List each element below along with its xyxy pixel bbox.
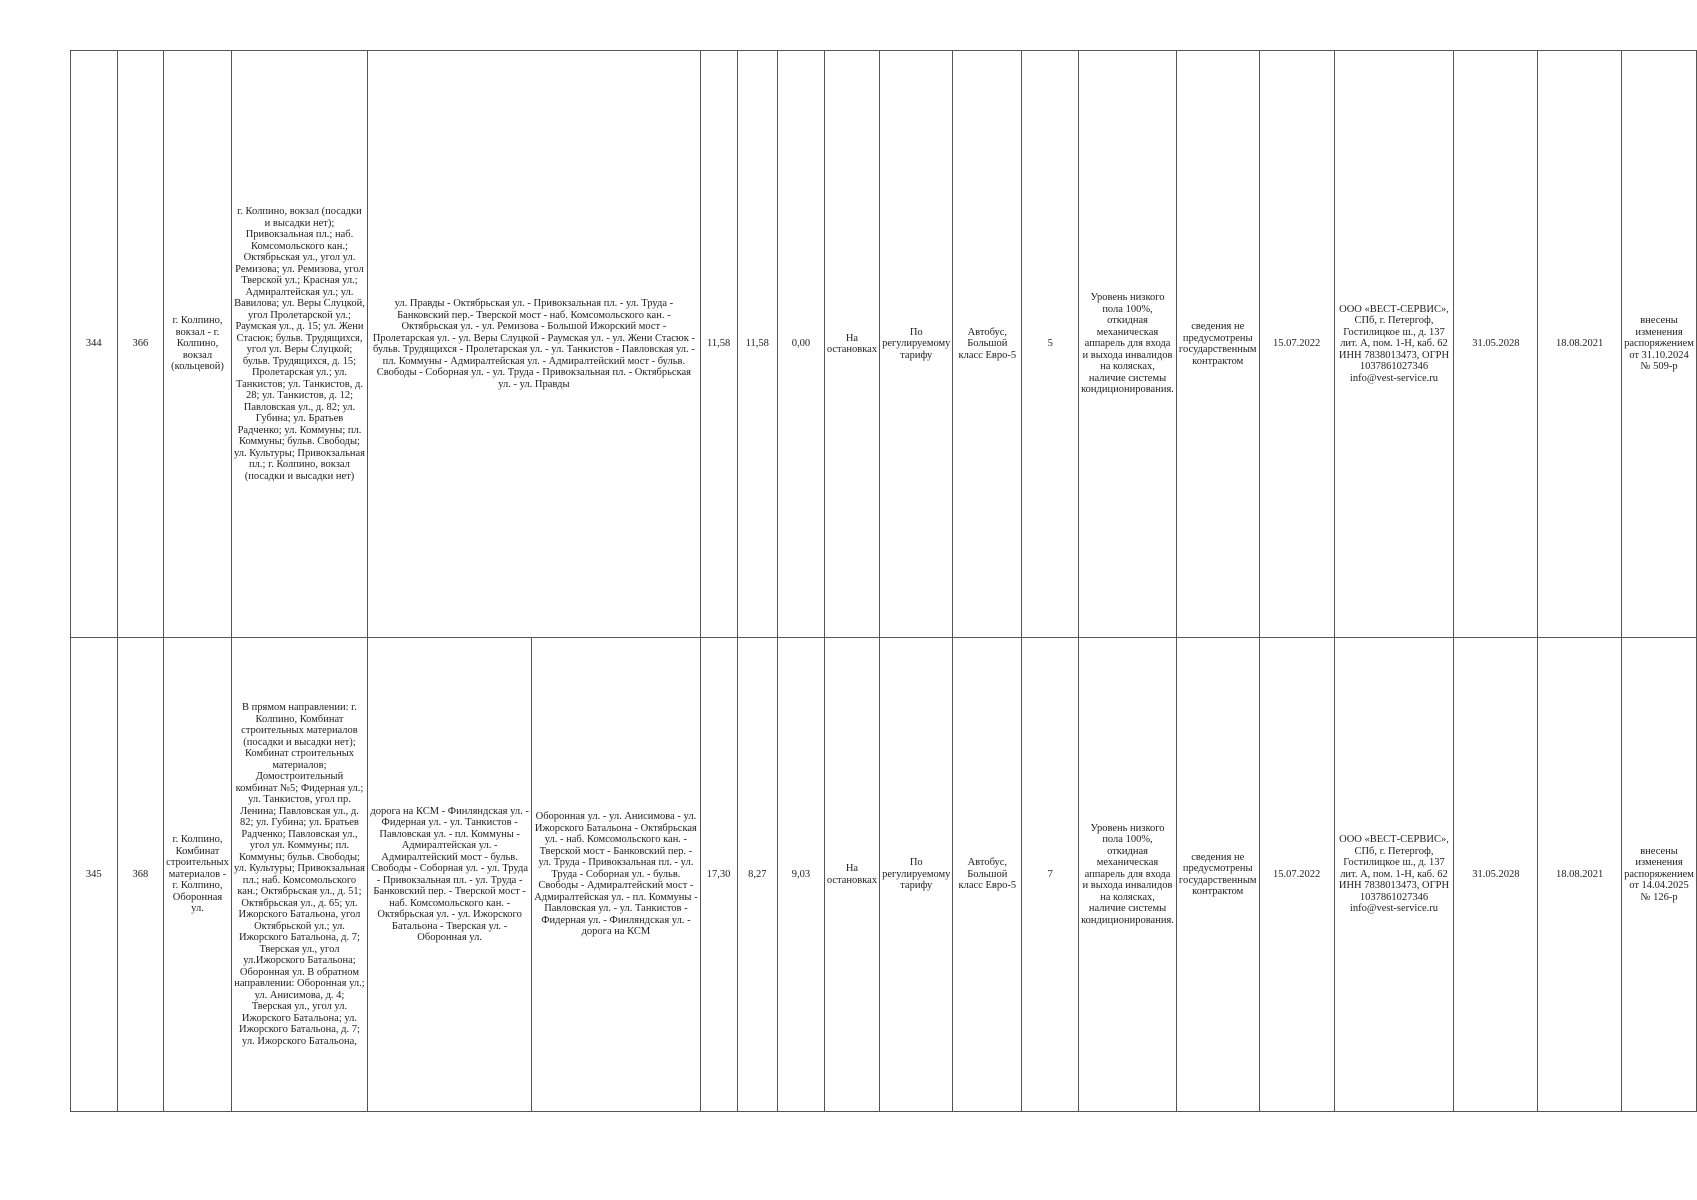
route-number: 368: [117, 638, 164, 1112]
registration-date: 18.08.2021: [1538, 638, 1622, 1112]
vehicle-count: 5: [1022, 51, 1079, 638]
stop-mode: На остановках: [824, 638, 879, 1112]
tariff-type: По регулируемому тарифу: [880, 51, 953, 638]
vehicle-features: Уровень низкого пола 100%, откидная механическая аппарель для входа и выхода инвалидов на колясках, наличие системы кондиционирования.: [1079, 51, 1177, 638]
vehicle-features: Уровень низкого пола 100%, откидная механическая аппарель для входа и выхода инвалидов на колясках, наличие системы кондиционирования.: [1079, 638, 1177, 1112]
registration-date: 18.08.2021: [1538, 51, 1622, 638]
length-difference: 9,03: [777, 638, 824, 1112]
end-date: 31.05.2028: [1454, 638, 1538, 1112]
row-number: 344: [71, 51, 118, 638]
length-forward: 11,58: [700, 51, 737, 638]
route-number: 366: [117, 51, 164, 638]
contract-info: сведения не предусмотрены государственным контрактом: [1176, 51, 1259, 638]
vehicle-type: Автобус, Большой класс Евро-5: [953, 51, 1022, 638]
route-streets-forward: дорога на КСМ - Финляндская ул. - Фидерная ул. - ул. Танкистов - Павловская ул. - пл. Коммуны - Адмиралтейская ул. - Адмиралтейский мост - бульв. Свободы - Соборная ул. - ул. Труда - Привокзальная пл. - ул. Труда - Банковский пер. - Тверской мост - наб. Комсомольского кан. - Октябрьская ул. - ул. Ижорского Батальона - Тверская ул. - Оборонная ул.: [368, 638, 532, 1112]
length-backward: 11,58: [737, 51, 777, 638]
start-date: 15.07.2022: [1259, 638, 1334, 1112]
tariff-type: По регулируемому тарифу: [880, 638, 953, 1112]
length-difference: 0,00: [777, 51, 824, 638]
stop-mode: На остановках: [824, 51, 879, 638]
route-streets-backward: Оборонная ул. - ул. Анисимова - ул. Ижорского Батальона - Октябрьская ул. - наб. Комсомольского кан. - Тверской мост - Банковский пер. - ул. Труда - Привокзальная пл. - ул. Труда - Соборная ул. - бульв. Свободы - Адмиралтейский мост - Адмиралтейская ул. - пл. Коммуны - Павловская ул. - ул. Танкистов - Фидерная ул. - Финляндская ул. - дорога на КСМ: [532, 638, 701, 1112]
route-streets: ул. Правды - Октябрьская ул. - Привокзальная пл. - ул. Труда - Банковский пер.- Тверской мост - наб. Комсомольского кан. - Октябрьская ул. - ул. Ремизова - Большой Ижорский мост - Пролетарская ул. - ул. Веры Слуцкой - Раумская ул. - ул. Жени Стасюк - бульв. Трудящихся - Пролетарская ул. - ул. Танкистов - Павловская ул. - пл. Коммуны - Адмиралтейская ул. - Адмиралтейский мост - бульв. Свободы - Соборная ул. - ул. Труда - Привокзальная пл. - Октябрьская ул. - ул. Правды: [368, 51, 701, 638]
route-name: г. Колпино, Комбинат строительных материалов - г. Колпино, Оборонная ул.: [164, 638, 232, 1112]
table-row: [71, 638, 1697, 1112]
row-number: 345: [71, 638, 118, 1112]
carrier-info: ООО «ВЕСТ-СЕРВИС», СПб, г. Петергоф, Гостилицкое ш., д. 137 лит. А, пом. 1-Н, каб. 62 ИНН 7838013473, ОГРН 1037861027346 info@vest-service.ru: [1334, 638, 1454, 1112]
route-stops: г. Колпино, вокзал (посадки и высадки нет); Привокзальная пл.; наб. Комсомольского кан.; Октябрьская ул., угол ул. Ремизова; ул. Ремизова, угол Тверской ул.; Красная ул.; Адмиралтейская ул.; ул. Вавилова; ул. Веры Слуцкой, угол Пролетарской ул.; Раумская ул., д. 15; ул. Жени Стасюк; бульв. Трудящихся, угол ул. Веры Слуцкой; бульв. Трудящихся, д. 15; Пролетарская ул.; ул. Танкистов; ул. Танкистов, д. 28; ул. Танкистов, д. 12; Павловская ул., д. 82; ул. Губина; ул. Братьев Радченко; ул. Коммуны; пл. Коммуны; бульв. Свободы; ул. Культуры; Привокзальная пл.; г. Колпино, вокзал (посадки и высадки нет): [231, 51, 367, 638]
end-date: 31.05.2028: [1454, 51, 1538, 638]
vehicle-count: 7: [1022, 638, 1079, 1112]
route-registry-table: [70, 50, 1697, 1112]
length-forward: 17,30: [700, 638, 737, 1112]
start-date: 15.07.2022: [1259, 51, 1334, 638]
route-name: г. Колпино, вокзал - г. Колпино, вокзал (кольцевой): [164, 51, 232, 638]
table-row: [71, 51, 1697, 638]
change-note: внесены изменения распоряжением от 31.10.2024 № 509-р: [1622, 51, 1697, 638]
change-note: внесены изменения распоряжением от 14.04.2025 № 126-р: [1622, 638, 1697, 1112]
vehicle-type: Автобус, Большой класс Евро-5: [953, 638, 1022, 1112]
carrier-info: ООО «ВЕСТ-СЕРВИС», СПб, г. Петергоф, Гостилицкое ш., д. 137 лит. А, пом. 1-Н, каб. 62 ИНН 7838013473, ОГРН 1037861027346 info@vest-service.ru: [1334, 51, 1454, 638]
length-backward: 8,27: [737, 638, 777, 1112]
contract-info: сведения не предусмотрены государственным контрактом: [1176, 638, 1259, 1112]
route-stops: В прямом направлении: г. Колпино, Комбинат строительных материалов (посадки и высадки нет); Комбинат строительных материалов; Домостроительный комбинат №5; Фидерная ул.; ул. Танкистов, угол пр. Ленина; Павловская ул., д. 82; ул. Губина; ул. Братьев Радченко; Павловская ул., угол ул. Коммуны; пл. Коммуны; бульв. Свободы; ул. Культуры; Привокзальная пл.; наб. Комсомольского кан.; Октябрьская ул., д. 51; Октябрьская ул., д. 65; ул. Ижорского Батальона, угол Октябрьской ул.; ул. Ижорского Батальона, д. 7; Тверская ул., угол ул.Ижорского Батальона; Оборонная ул. В обратном направлении: Оборонная ул.; ул. Анисимова, д. 4; Тверская ул., угол ул. Ижорского Батальона; ул. Ижорского Батальона, д. 7; ул. Ижорского Батальона,: [231, 638, 367, 1112]
